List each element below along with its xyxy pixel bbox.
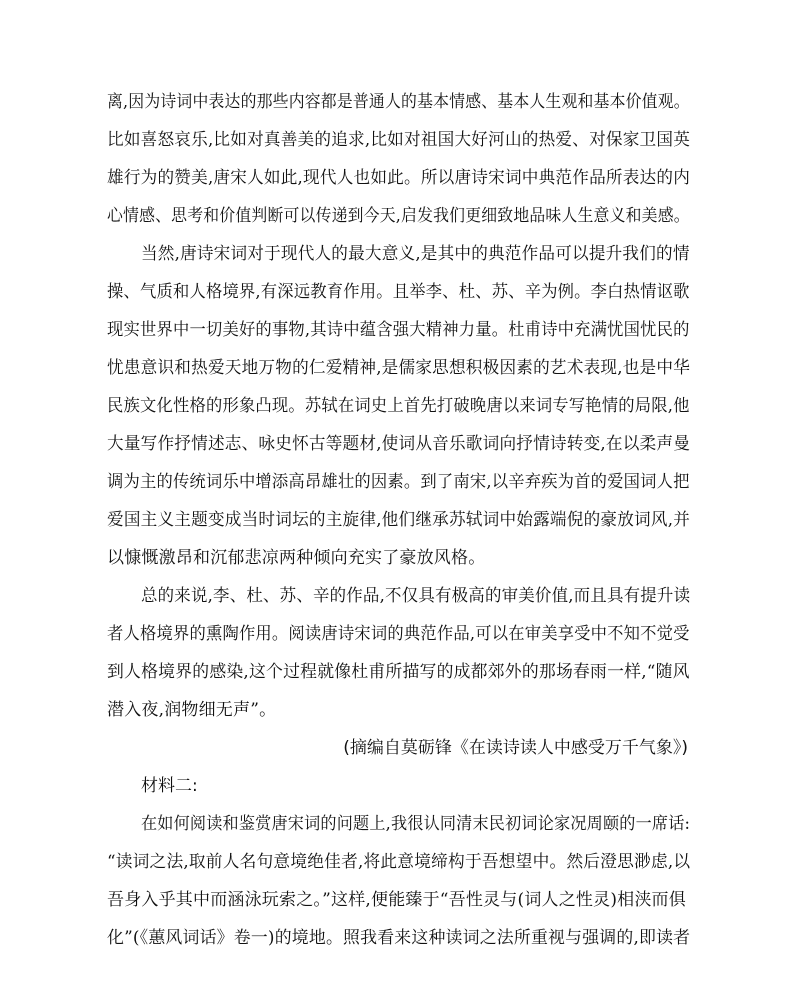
body-text-line: 以慷慨激昂和沉郁悲凉两种倾向充实了豪放风格。 [107, 548, 486, 568]
body-text-line: 操、气质和人格境界,有深远教育作用。且举李、杜、苏、辛为例。李白热情讴歌 [107, 282, 690, 302]
body-text-line: 现实世界中一切美好的事物,其诗中蕴含强大精神力量。杜甫诗中充满忧国忧民的 [107, 320, 690, 340]
body-text-line: 总的来说,李、杜、苏、辛的作品,不仅具有极高的审美价值,而且具有提升读 [141, 586, 691, 606]
body-text-line: 忧患意识和热爱天地万物的仁爱精神,是儒家思想积极因素的艺术表现,也是中华 [107, 358, 691, 378]
body-text-line: 离,因为诗词中表达的那些内容都是普通人的基本情感、基本人生观和基本价值观。 [107, 92, 690, 112]
body-text-line: 大量写作抒情述志、咏史怀古等题材,使词从音乐歌词向抒情诗转变,在以柔声曼 [107, 434, 691, 454]
body-text-line: 到人格境界的感染,这个过程就像杜甫所描写的成都郊外的那场春雨一样,“随风 [107, 662, 690, 682]
body-text-line: 调为主的传统词乐中增添高昂雄壮的因素。到了南宋,以辛弃疾为首的爱国词人把 [107, 472, 690, 492]
body-text-line: 潜入夜,润物细无声”。 [107, 700, 277, 720]
body-text-line: 雄行为的赞美,唐宋人如此,现代人也如此。所以唐诗宋词中典范作品所表达的内 [107, 168, 691, 188]
body-text-line: “读词之法,取前人名句意境绝佳者,将此意境缔构于吾想望中。然后澄思渺虑,以 [107, 852, 691, 872]
body-text-line: 心情感、思考和价值判断可以传递到今天,启发我们更细致地品味人生意义和美感。 [107, 206, 690, 226]
body-text-line: 者人格境界的熏陶作用。阅读唐诗宋词的典范作品,可以在审美享受中不知不觉受 [107, 624, 690, 644]
body-text-line: 化”(《蕙风词话》卷一)的境地。照我看来这种读词之法所重视与强调的,即读者 [107, 928, 691, 948]
body-text-line: 当然,唐诗宋词对于现代人的最大意义,是其中的典范作品可以提升我们的情 [141, 244, 690, 264]
section-heading: 材料二: [141, 776, 198, 796]
body-text-line: 在如何阅读和鉴赏唐宋词的问题上,我很认同清末民初词论家况周颐的一席话: [141, 814, 691, 834]
body-text-line: 爱国主义主题变成当时词坛的主旋律,他们继承苏轼词中始露端倪的豪放词风,并 [107, 510, 691, 530]
body-text-line: 比如喜怒哀乐,比如对真善美的追求,比如对祖国大好河山的热爱、对保家卫国英 [107, 130, 691, 150]
body-text-line: 吾身入乎其中而涵泳玩索之。”这样,便能臻于“吾性灵与(词人之性灵)相浃而俱 [107, 890, 686, 910]
body-text-line: 民族文化性格的形象凸现。苏轼在词史上首先打破晚唐以来词专写艳情的局限,他 [107, 396, 690, 416]
source-attribution: (摘编自莫砺锋《在读诗读人中感受万千气象》) [343, 738, 688, 758]
